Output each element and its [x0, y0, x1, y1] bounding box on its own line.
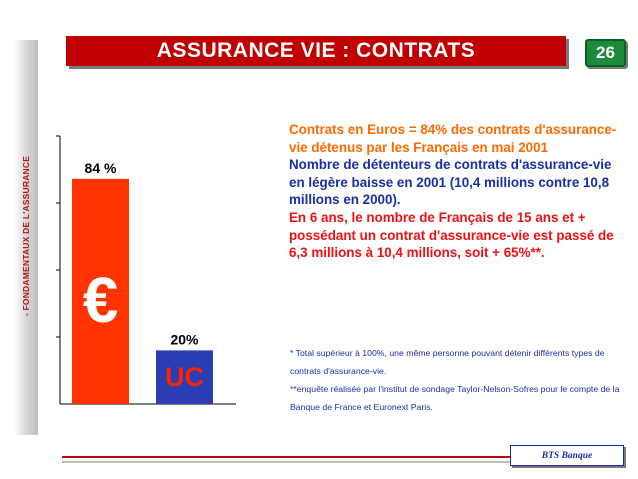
page-number-badge: 26	[585, 39, 626, 67]
data-label-2: 20%	[170, 331, 199, 348]
category-label-2: UC	[165, 362, 204, 392]
data-label-1: 84 %	[84, 159, 117, 176]
footer-line-grey	[62, 461, 514, 463]
category-label-1: €	[82, 264, 119, 336]
main-text	[289, 121, 619, 262]
paragraph-detenteurs: Nombre de détenteurs de contrats d'assurance-vie en légère baisse en 2001 (10,4 millions contre 10,8 millions en 2000).	[289, 157, 612, 208]
sidebar-label: - FONDAMENTAUX DE L'ASSURANCE	[21, 155, 31, 317]
footer-label: BTS Banque	[541, 450, 593, 461]
footer-badge	[510, 445, 624, 466]
paragraph-contrats-euros: Contrats en Euros = 84% des contrats d'assurance-vie détenus par les Français en mai 2001	[289, 122, 617, 155]
footnotes	[290, 344, 620, 416]
paragraph-evolution: En 6 ans, le nombre de Français de 15 ans et + possédant un contrat d'assurance-vie est passé de 6,3 millions à 10,4 millions, soit + 65%**.	[289, 209, 614, 261]
page-title: ASSURANCE VIE : CONTRATS	[156, 39, 476, 62]
footnote-1: * Total supérieur à 100%, une même personne pouvant détenir différents types de contrats d'assurance-vie.	[290, 348, 605, 376]
footer-line-red	[62, 456, 514, 458]
footnote-2: **enquête réalisée par l'institut de sondage Taylor-Nelson-Sofres pour le compte de la Banque de France et Euronext Paris.	[290, 384, 620, 412]
